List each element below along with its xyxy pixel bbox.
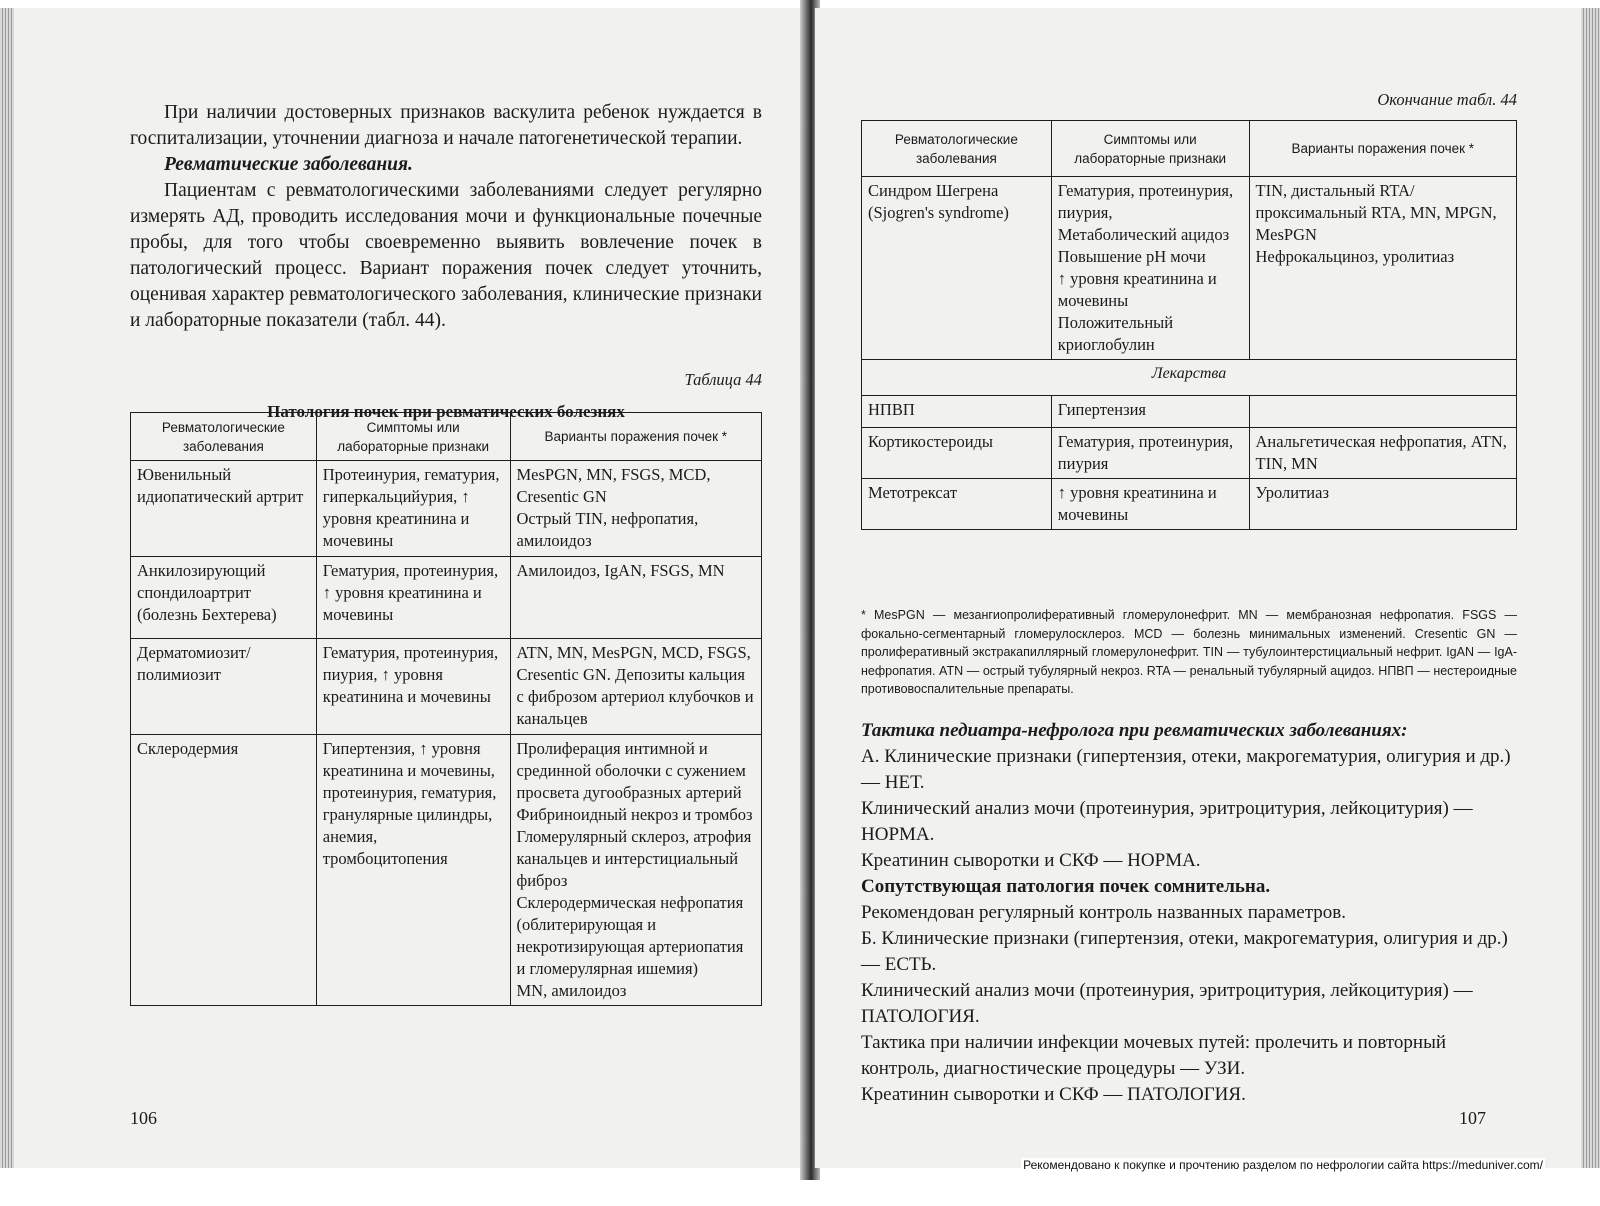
tactic-line: Рекомендован регулярный контроль названных параметров.: [861, 902, 1346, 923]
tactic-line: Креатинин сыворотки и СКФ — НОРМА.: [861, 850, 1201, 871]
variant-line: Нефрокальциноз, уролитиаз: [1255, 247, 1455, 266]
tactic-line: Клинический анализ мочи (протеинурия, эритроцитурия, лейкоцитурия) — НОРМА.: [861, 798, 1473, 845]
paragraph-vasculitis: При наличии достоверных признаков васкулита ребенок нуждается в госпитализации, уточнении диагноза и начале патогенетической терапии.: [130, 102, 762, 149]
disease-cell: Ювенильный идиопатический артрит: [131, 461, 317, 557]
variant-line: Гломерулярный склероз, атрофия канальцев и интерстициальный фиброз: [516, 827, 752, 890]
table-continuation-caption: Окончание табл. 44: [1377, 90, 1517, 109]
header-diseases: Ревматологические заболевания: [131, 413, 317, 461]
page-edge-right: [1581, 8, 1600, 1168]
table-row: [862, 396, 1517, 428]
symptoms-cell: Гипертензия: [1051, 396, 1249, 428]
disease-cell: Дерматомиозит/полимиозит: [131, 639, 317, 735]
symptoms-cell: ↑ уровня креатинина и мочевины: [1051, 479, 1249, 530]
renal-pathology-table-continued: [861, 120, 1517, 530]
table-row: [862, 479, 1517, 530]
symptom-line: ↑ уровня креатинина и мочевины: [1057, 269, 1217, 310]
tactics-heading: Тактика педиатра-нефролога при ревматических заболеваниях:: [861, 720, 1408, 741]
table-title: Патология почек при ревматических болезнях: [267, 402, 625, 421]
symptom-line: Метаболический ацидоз: [1057, 225, 1230, 244]
drug-cell: Кортикостероиды: [862, 428, 1052, 479]
section-row-drugs: [862, 360, 1517, 396]
symptom-line: Положительный криоглобулин: [1057, 313, 1174, 354]
variant-line: Пролиферация интимной и срединной оболочки с сужением просвета дугообразных артерий: [516, 739, 746, 802]
disease-cell: Анкилозирующий спондилоартрит (болезнь Бехтерева): [131, 557, 317, 639]
table-header-row: [862, 121, 1517, 177]
variant-line: TIN, дистальный RTA/проксимальный RTA, MN, MPGN, MesPGN: [1255, 181, 1497, 244]
header-symptoms: Симптомы или лабораторные признаки: [316, 413, 510, 461]
section-label: Лекарства: [862, 360, 1517, 396]
drug-cell: НПВП: [862, 396, 1052, 428]
paragraph-rheumatic: Пациентам с ревматологическими заболеваниями следует регулярно измерять АД, проводить исследования мочи и функциональные почечные пробы, для того чтобы своевременно выявить вовлечение почек в патологический процесс. Вариант поражения почек следует уточнить, оценивая характер ревматологического заболевания, клинические признаки и лабораторные показатели (табл. 44).: [130, 180, 762, 331]
tactic-line: Клинический анализ мочи (протеинурия, эритроцитурия, лейкоцитурия) — ПАТОЛОГИЯ.: [861, 980, 1473, 1027]
variant-line: MesPGN, MN, FSGS, MCD, Cresentic GN: [516, 465, 711, 506]
table-row: [131, 557, 762, 639]
variant-line: ATN, MN, MesPGN, MCD, FSGS, Cresentic GN. Депозиты кальция с фиброзом артериол клубочков и канальцев: [516, 643, 754, 728]
page-edge-left: [0, 8, 14, 1168]
header-diseases: Ревматологические заболевания: [862, 121, 1052, 177]
header-variants: Варианты поражения почек *: [1249, 121, 1516, 177]
drug-cell: Метотрексат: [862, 479, 1052, 530]
symptoms-cell: Протеинурия, гематурия, гиперкальцийурия, ↑ уровня креатинина и мочевины: [316, 461, 510, 557]
variant-line: Фибриноидный некроз и тромбоз: [516, 805, 753, 824]
variant-line: Острый TIN, нефропатия, амилоидоз: [516, 509, 699, 550]
tactic-line: Креатинин сыворотки и СКФ — ПАТОЛОГИЯ.: [861, 1084, 1246, 1105]
disease-cell: Синдром Шегрена (Sjogren's syndrome): [862, 177, 1052, 360]
variant-line: Амилоидоз, IgAN, FSGS, MN: [516, 561, 725, 580]
symptom-line: Гематурия, протеинурия, пиурия,: [1057, 181, 1234, 222]
left-page: [0, 8, 807, 1168]
variants-cell: [1249, 396, 1516, 428]
symptoms-cell: [1051, 177, 1249, 360]
variants-cell: Уролитиаз: [1249, 479, 1516, 530]
tactic-line: Б. Клинические признаки (гипертензия, отеки, макрогематурия, олигурия и др.) — ЕСТЬ.: [861, 928, 1508, 975]
page-number-left: 106: [130, 1108, 157, 1128]
renal-pathology-table: [130, 412, 762, 1006]
disease-cell: Склеродермия: [131, 735, 317, 1006]
page-number-right: 107: [1459, 1108, 1486, 1128]
variant-line: MN, амилоидоз: [516, 981, 627, 1000]
variants-cell: [1249, 177, 1516, 360]
symptoms-cell: Гипертензия, ↑ уровня креатинина и мочевины, протеинурия, гематурия, гранулярные цилиндры, анемия, тромбоцитопения: [316, 735, 510, 1006]
table-row: [131, 461, 762, 557]
table-header-row: [131, 413, 762, 461]
header-symptoms: Симптомы или лабораторные признаки: [1051, 121, 1249, 177]
variants-cell: [510, 557, 761, 639]
tactics-section: [861, 718, 1517, 1108]
tactic-line: А. Клинические признаки (гипертензия, отеки, макрогематурия, олигурия и др.) — НЕТ.: [861, 746, 1511, 793]
symptom-line: Повышение pH мочи: [1057, 247, 1206, 266]
variants-cell: [510, 461, 761, 557]
watermark-text: Рекомендовано к покупке и прочтению разделом по нефрологии сайта https://meduniver.com/: [1023, 1158, 1543, 1172]
variants-cell: Анальгетическая нефропатия, ATN, TIN, MN: [1249, 428, 1516, 479]
right-page: [814, 8, 1600, 1168]
table-row: [131, 639, 762, 735]
variants-cell: [510, 735, 761, 1006]
table-row: [862, 177, 1517, 360]
table-caption: Таблица 44: [684, 370, 762, 389]
tactic-line: Тактика при наличии инфекции мочевых путей: пролечить и повторный контроль, диагностические процедуры — УЗИ.: [861, 1032, 1447, 1079]
table-footnote: * MesPGN — мезангиопролиферативный гломерулонефрит. MN — мембранозная нефропатия. FSGS — фокально-сегментарный гломерулосклероз. MCD — болезнь минимальных изменений. Cresentic GN — пролиферативный экстракапиллярный гломерулонефрит. TIN — тубулоинтерстициальный нефрит. IgAN — IgA-нефропатия. ATN — острый тубулярный некроз. RTA — ренальный тубулярный ацидоз. НПВП — нестероидные противовоспалительные препараты.: [861, 608, 1517, 696]
tactic-line: Сопутствующая патология почек сомнительна.: [861, 876, 1271, 897]
symptoms-cell: Гематурия, протеинурия, ↑ уровня креатинина и мочевины: [316, 557, 510, 639]
variant-line: Склеродермическая нефропатия (облитерирующая и некротизирующая артериопатия и гломерулярная ишемия): [516, 893, 744, 978]
table-row: [131, 735, 762, 1006]
symptoms-cell: Гематурия, протеинурия, пиурия: [1051, 428, 1249, 479]
table-row: [862, 428, 1517, 479]
variants-cell: [510, 639, 761, 735]
section-heading-rheumatic: Ревматические заболевания.: [164, 154, 413, 175]
symptoms-cell: Гематурия, протеинурия, пиурия, ↑ уровня креатинина и мочевины: [316, 639, 510, 735]
header-variants: Варианты поражения почек *: [510, 413, 761, 461]
